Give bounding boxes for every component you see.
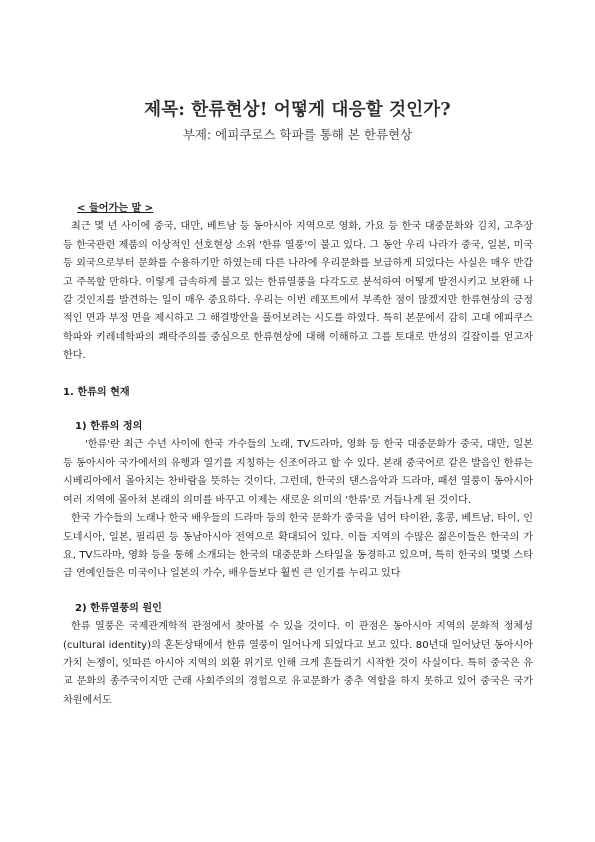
- document-subtitle: 부제: 에피쿠로스 학파를 통해 본 한류현상: [182, 127, 413, 142]
- cause-paragraph: 한류 열풍은 국제관계학적 관점에서 찾아볼 수 있을 것이다. 이 관점은 동아시아 지역의 문화적 정체성(cultural identity)의 혼돈상태에서 한류 열풍이 일어나게 되었다고 보고 있다. 80년대 일어났던 동아시아 가치 논쟁이, 잇따른 아시아 지역의 외환 위기로 인해 크게 흔들리기 시작한 것이 사실이다. 특히 중국은 유교 문화의 종주국이지만 근래 사회주의의 경험으로 유교문화가 중추 역할을 하지 못하고 있어 중국은 국가 차원에서도: [63, 621, 533, 706]
- expansion-paragraph: 한국 가수들의 노래나 한국 배우들의 드라마 등의 한국 문화가 중국을 넘어 타이완, 홍콩, 베트남, 타이, 인도네시아, 일본, 필리핀 등 동남아시아 전역으로 확대되어 있다. 이들 지역의 수많은 젊은이들은 한국의 가요, TV드라마, 영화 등을 통해 소개되는 한국의 대중문화 스타일을 동경하고 있으며, 특히 한국의 몇몇 스타급 연예인들은 미국이나 일본의 가수, 배우들보다 훨씬 큰 인기를 누리고 있다: [63, 513, 533, 580]
- spacer: [63, 584, 533, 600]
- subsection-heading: 1) 한류의 정의: [75, 421, 143, 433]
- section-heading: 1. 한류의 현재: [63, 386, 130, 398]
- intro-paragraph: 최근 몇 년 사이에 중국, 대만, 베트남 등 동아시아 지역으로 영화, 가요 등 한국 대중문화와 김치, 고추장 등 한국관련 제품의 이상적인 선호현상 소위 '한류 열풍'이 불고 있다. 그 동안 우리 나라가 중국, 일본, 미국 등 외국으로부터 문화를 수용하기만 하였는데 다른 나라에 우리문화를 보급하게 되었다는 사실은 매우 반갑고 주목할 만하다. 이렇게 급속하게 불고 있는 한류열풍을 다각도로 분석하여 어떻게 발전시키고 보완해 나갈 것인지를 발견하는 일이 매우 중요하다. 우리는 이번 레포트에서 부족한 점이 많겠지만 한류현상의 긍정적인 면과 부정 면을 제시하고 그 해결방안을 풀어보려는 시도를 하였다. 특히 본문에서 감히 고대 에피쿠스학파와 키레네학파의 쾌락주의를 중심으로 한류현상에 대해 이해하고 그를 토대로 반성의 길잡이를 얻고자 한다.: [63, 221, 533, 362]
- subsection-heading: 2) 한류열풍의 원인: [75, 602, 162, 614]
- spacer: [63, 402, 533, 418]
- document-title: 제목: 한류현상! 어떻게 대응할 것인가?: [144, 100, 451, 120]
- intro-heading: < 들어가는 말 >: [77, 203, 154, 214]
- spacer: [63, 366, 533, 384]
- document-body: [63, 200, 533, 710]
- definition-paragraph: '한류'란 최근 수년 사이에 한국 가수들의 노래, TV드라마, 영화 등 한국 대중문화가 중국, 대만, 일본 등 동아시아 국가에서의 유행과 열기를 지칭하는 신조어라고 할 수 있다. 본래 중국어로 같은 발음인 한류는 시베리아에서 몰아치는 찬바람을 뜻하는 것이다. 그런데, 한국의 댄스음악과 드라마, 패션 열풍이 동아시아 여러 지역에 몰아쳐 본래의 의미를 바꾸고 이제는 새로운 의미의 '한류'로 거듭나게 된 것이다.: [63, 439, 533, 506]
